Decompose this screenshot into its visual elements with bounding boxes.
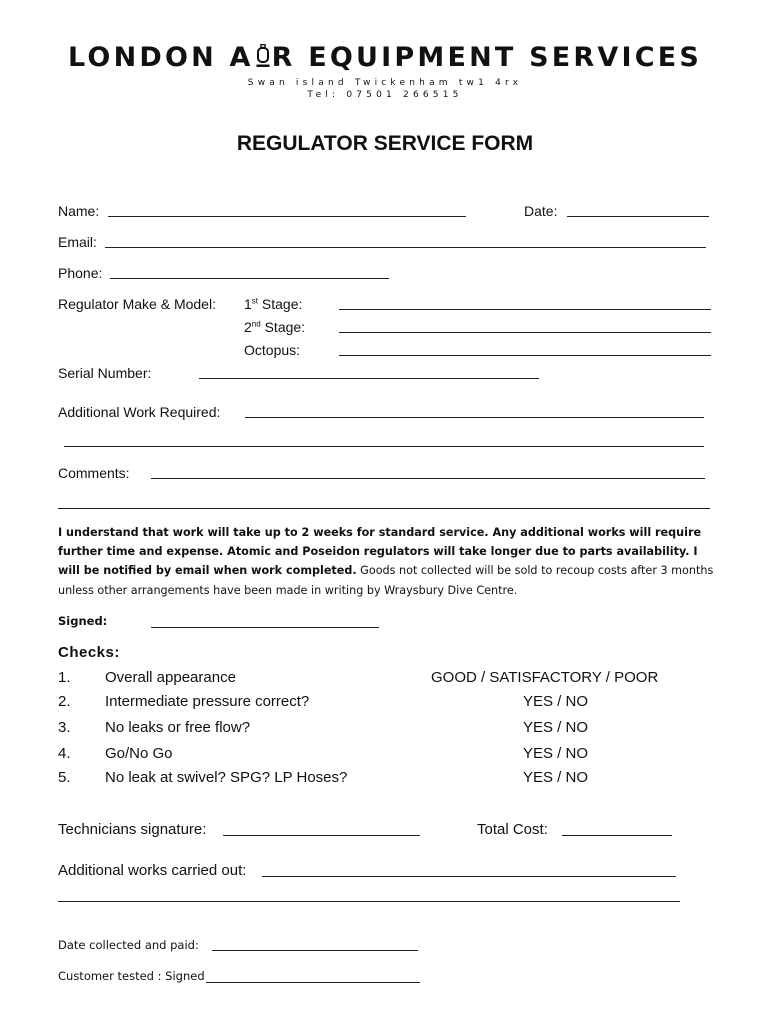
check-1-label: Overall appearance [105, 669, 236, 686]
terms-paragraph [58, 523, 718, 600]
additional-works-field-line2[interactable] [58, 901, 680, 902]
stage2-field[interactable] [339, 332, 711, 333]
comments-field[interactable] [151, 478, 705, 479]
date-field[interactable] [567, 216, 709, 217]
check-3-options[interactable]: YES / NO [523, 719, 589, 736]
stage2-label [244, 319, 305, 335]
company-name-part1: LONDON A [67, 42, 254, 73]
date-collected-field[interactable] [212, 950, 418, 951]
stage1-field[interactable] [339, 309, 711, 310]
check-5-options[interactable]: YES / NO [523, 769, 589, 786]
additional-works-field[interactable] [262, 876, 676, 877]
stage2-suffix: nd [251, 319, 261, 329]
signed-field[interactable] [151, 627, 379, 628]
total-cost-field[interactable] [562, 835, 672, 836]
email-field[interactable] [105, 247, 706, 248]
signed-label: Signed: [58, 614, 108, 628]
date-label: Date: [524, 203, 558, 219]
additional-work-field-line2[interactable] [64, 446, 704, 447]
octopus-label: Octopus: [244, 342, 301, 358]
check-3-label: No leaks or free flow? [105, 719, 251, 736]
terms-normal-text: Goods not collected will be sold to recoup costs after 3 months unless other arrangements have been made in writing by Wraysbury Dive Centre. [58, 564, 714, 597]
terms-bold-text: I understand that work will take up to 2 weeks for standard service. Any additional works will require further time and expense. Atomic and Poseidon regulators will take longer due to parts availability. I will be notified by email when work completed. [58, 526, 702, 578]
comments-label: Comments: [58, 465, 130, 481]
serial-field[interactable] [199, 378, 539, 379]
customer-tested-label: Customer tested : Signed [58, 969, 205, 983]
name-label: Name: [58, 203, 100, 219]
technician-signature-label: Technicians signature: [58, 821, 207, 838]
company-name-part2: R EQUIPMENT SERVICES [271, 42, 703, 73]
company-address: Swan island Twickenham tw1 4rx [247, 78, 523, 88]
check-5-number: 5. [58, 769, 71, 786]
company-name [0, 42, 770, 73]
name-field[interactable] [108, 216, 466, 217]
air-tank-icon [256, 44, 270, 68]
phone-label: Phone: [58, 265, 103, 281]
regulator-label: Regulator Make & Model: [58, 296, 216, 312]
form-title: REGULATOR SERVICE FORM [236, 132, 534, 155]
check-4-number: 4. [58, 745, 71, 762]
check-2-number: 2. [58, 693, 71, 710]
check-3-number: 3. [58, 719, 71, 736]
additional-work-label: Additional Work Required: [58, 404, 221, 420]
checks-heading: Checks: [58, 644, 120, 661]
serial-label: Serial Number: [58, 365, 152, 381]
check-5-label: No leak at swivel? SPG? LP Hoses? [105, 769, 348, 786]
stage2-number: 2 [244, 319, 252, 335]
date-collected-label: Date collected and paid: [58, 938, 199, 952]
stage1-number: 1 [244, 296, 252, 312]
check-1-number: 1. [58, 669, 71, 686]
check-2-options[interactable]: YES / NO [523, 693, 589, 710]
additional-works-label: Additional works carried out: [58, 862, 247, 879]
stage1-label [244, 296, 302, 312]
check-4-options[interactable]: YES / NO [523, 745, 589, 762]
customer-tested-field[interactable] [206, 982, 420, 983]
stage1-text: Stage: [258, 296, 303, 312]
check-4-label: Go/No Go [105, 745, 173, 762]
phone-field[interactable] [110, 278, 389, 279]
email-label: Email: [58, 234, 97, 250]
additional-work-field[interactable] [245, 417, 704, 418]
stage1-suffix: st [251, 296, 259, 306]
check-1-options[interactable]: GOOD / SATISFACTORY / POOR [431, 669, 659, 686]
company-phone: Tel: 07501 266515 [307, 90, 463, 100]
check-2-label: Intermediate pressure correct? [105, 693, 310, 710]
total-cost-label: Total Cost: [477, 821, 548, 838]
comments-field-line2[interactable] [58, 508, 710, 509]
octopus-field[interactable] [339, 355, 711, 356]
technician-signature-field[interactable] [223, 835, 420, 836]
stage2-text: Stage: [260, 319, 306, 335]
